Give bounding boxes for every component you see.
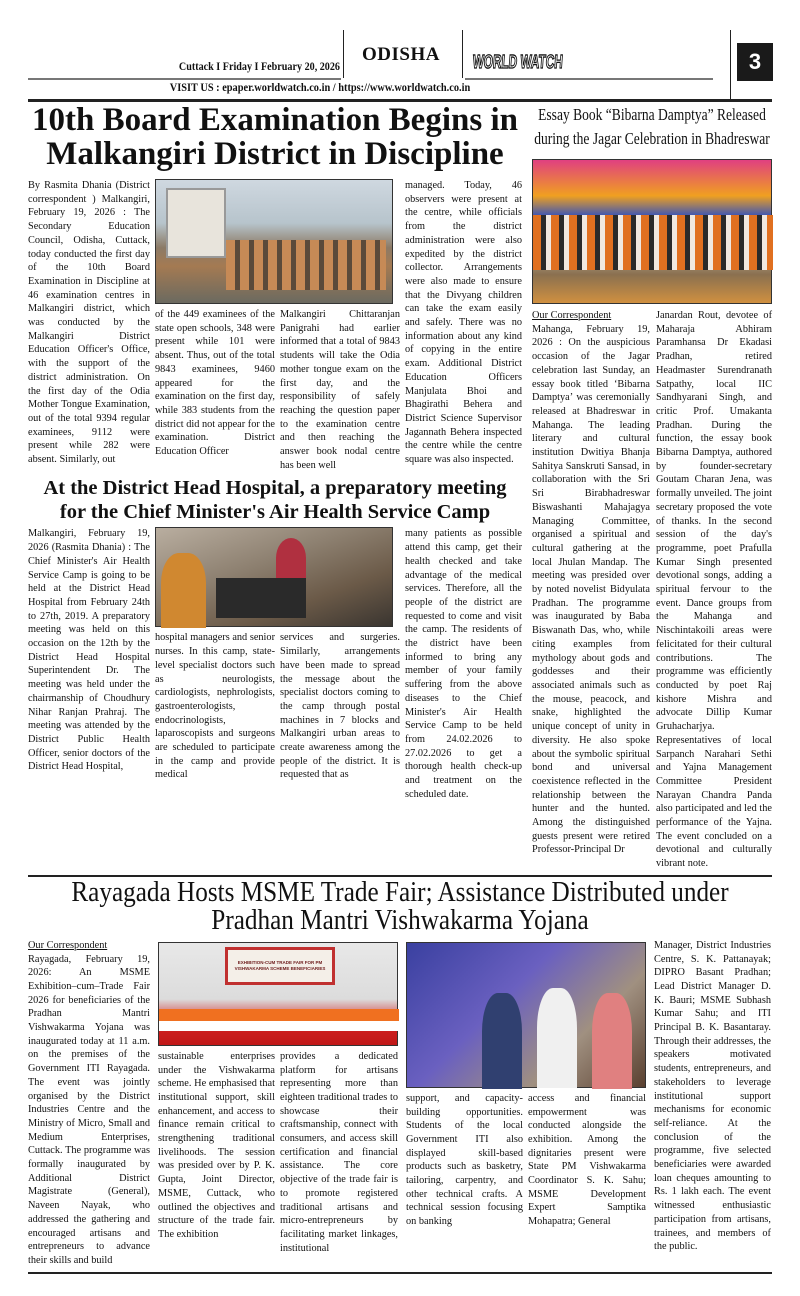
photo-students <box>226 240 386 290</box>
article1-column: Malkangiri Chittaranjan Panigrahi had earlier informed that a total of 9843 students will take the Odia mother tongue exam on the first day, and the responsibility of safely reaching the question paper to the examination centre and then reaching the answer book nodal centre has been well <box>280 309 400 471</box>
jagar-celebration-photo <box>532 159 772 304</box>
article1-headline: 10th Board Examination Begins in Malkangiri District in Discipline <box>32 102 518 172</box>
article1-column: managed. Today, 46 observers were present at the centre, while officials from the district administration were also expedited by the district collector. Arrangements were also made to ensure that the Divyang children can take the exam easily and safely. There was no information about any kind of copying in the entire exam. Additional District Education Officers Manjulata Bhoi and Bhagirathi Behera and District Science Supervisor Jagannath Behera inspected the centre while the centre square was also inspected. <box>405 180 522 466</box>
banner: EXHIBITION-CUM TRADE FAIR FOR PM VISHWAKARMA SCHEME BENEFICIARIES <box>225 947 335 985</box>
photo-person <box>276 538 306 578</box>
article3-headline: Essay Book “Bibarna Damptya” Released during the Jagar Celebration in Bhadreswar <box>534 105 770 148</box>
article4-middle-right <box>406 939 646 1229</box>
article1-body <box>28 179 522 472</box>
article4-column: provides a dedicated platform for artisans representing more than eighteen traditional trades to showcase their craftsmanship, connect with consumers, and access skill certification and financial assistance. The core objective of the trade fair is to promote registered traditional artisans and micro-entrepreneurs by facilitating market linkages, institutional <box>280 1050 398 1254</box>
article4-body <box>28 939 772 1268</box>
article4-column: Rayagada, February 19, 2026: An MSME Exhibition–cum–Trade Fair 2026 for beneficiaries of the Pradhan Mantri Vishwakarma Yojana was inaugurated today at 11 a.m. on the premises of the Government ITI Rayagada. The event was jointly organised by the District Industries Centre and the Ministry of Micro, Small and Medium Enterprises, Cuttack. The programme was formally inaugurated by Additional District Magistrate (General), Naveen Nayak, who addressed the gathering and encouraged artisans and entrepreneurs to advance their skills and build <box>28 953 150 1266</box>
article3-column: Janardan Rout, devotee of Maharaja Abhiram Paramhansa Dr Ekadasi Pradhan, retired Headmaster Surendranath Satpathy, local IIC Sandhyarani Singh, and critic Prof. Umakanta Pradhan. During the function, the essay book Bibarna Damptya, authored by founder-secretary Goutam Charan Jena, was formally unveiled. The joint secretary proposed the vote of thanks. In the second session of the day's programme, poet Prafulla Kumar Singh presented devotional songs, adding a spiritual fervour to the event. Dance groups from the Mahanga and Nischintakoili areas were felicitated for their cultural contributions. The programme was efficiently conducted by poet Raj kishore Mishra and advocate Dillip Kumar Gruhacharjya. Representatives of local Sarpanch Narahari Sethi and Yajna Management Committee President Narayan Chandra Panda also participated and led the performance of the Yajna. The event concluded on a devotional and culturally vibrant note. <box>656 310 772 870</box>
photo-table <box>159 1009 399 1021</box>
section-name: ODISHA <box>362 44 440 65</box>
article2-column: hospital managers and senior nurses. In this camp, state-level specialist doctors such as neurologists, cardiologists, nephrologists, gastroenterologists, endocrinologists, laparoscopists and surgeons are scheduled to participate in the camp and provide medical <box>155 632 275 781</box>
photo-person <box>482 993 522 1089</box>
top-band <box>28 103 772 871</box>
article2-body <box>28 527 522 801</box>
hospital-meeting-photo <box>155 527 393 627</box>
right-story <box>532 103 772 871</box>
article1-column-pair <box>155 308 400 472</box>
article3-body <box>532 309 772 871</box>
exam-centre-photo <box>155 179 393 304</box>
byline: Our Correspondent <box>532 310 612 321</box>
photo-person <box>592 993 632 1089</box>
photo-desk <box>216 578 306 618</box>
article4-headline: Rayagada Hosts MSME Trade Fair; Assistance Distributed under Pradhan Mantri Vishwakarma Yojana <box>71 876 729 936</box>
photo-person <box>537 988 577 1088</box>
article3-headline-wrap <box>532 103 772 151</box>
photo-gate <box>166 188 226 258</box>
article4-column-pair <box>158 1050 398 1256</box>
trade-fair-stage-photo <box>158 942 398 1046</box>
article1-column: By Rasmita Dhania (District correspondent ) Malkangiri, February 19, 2026 : The Secondary Education Council, Odisha, Cuttack, today conducted the first day of the 10th Board Examination in Discipline at 46 examination centres in Malkangiri district, which was conducted by the Malkangiri District Education Officer's Office, with the support of the district administration. On the first day of the Odia Mother Tongue Examination, out of the total 9394 regular examinees, 9112 were present while 282 were absent. Similarly, out <box>28 180 150 466</box>
article3-first-column <box>532 309 650 857</box>
article4-column: access and financial empowerment was conducted alongside the exhibition. Among the dignitaries present were State PM Vishwakarma Coordinator S. K. Sahu; MSME Development Expert Samptika Mohapatra; General <box>528 1092 646 1228</box>
left-stories <box>28 103 522 802</box>
article1-middle <box>155 179 400 472</box>
article2-column-pair <box>155 631 400 782</box>
page-bottom-rule <box>28 1272 772 1274</box>
article1-column: of the 449 examinees of the state open schools, 348 were present while 101 were absent. Thus, out of the total 9843 examinees, 9460 appeared for the examination on the first day, while 383 students from the district did not appear for the examination. District Education Officer <box>155 309 275 458</box>
article4-column: support, and capacity-building opportunities. Students of the local Government ITI also displayed skill-based products such as basketry, tailoring, carpentry, and other technical crafts. A technical session focusing on banking <box>406 1092 523 1228</box>
article3-column: Mahanga, February 19, 2026 : On the auspicious occasion of the Jagar celebration last Sunday, an essay book titled ‘Bibarna Damptya’ was ceremonially released at Bhadreswar in Mahanga. The leading literary and cultural institution Dwitiya Bhanja Sahitya Sanskruti Sansad, in collaboration with the Sri Sri Birabhadreswar Biswashanti Mahajagya Managing Committee, organised a spiritual and cultural gathering at the local Jhulan Mandap. The meeting was presided over by noted novelist Bidyulata Pradhan. The programme was inaugurated by Baba Biswanath Das, who, while citing examples from mythology about gods and goddesses and their associated animals such as the mouse, peacock, and snake, highlighted the unique concept of unity in diversity. He also spoke about the symbolic spiritual bond and universal coexistence reflected in the relationship between the hunter and the hunted. Among the distinguished guests present were retired Professor-Principal Dr <box>532 323 650 856</box>
article2-column: many patients as possible attend this camp, get their health checked and take advantage of the medical services. Therefore, all the people of the district are requested to come and visit the camp. The residents of the district have been informed to bring any member of your family suffering from the above diseases to the Chief Minister's Air Health Service Camp to be held from 24.02.2026 to 27.02.2026 to get a thorough health check-up and treatment on the scheduled date. <box>405 528 522 800</box>
article4-column: sustainable enterprises under the Vishwakarma scheme. He emphasised that institutional support, skill enhancement, and access to finance remain critical to strengthening traditional livelihoods. The session was presided over by P. K. Gupta, Joint Director, MSME, Cuttack, who outlined the objectives and structure of the trade fair. The exhibition <box>158 1050 275 1240</box>
article2-middle <box>155 527 400 782</box>
article2-headline: At the District Head Hospital, a preparatory meeting for the Chief Minister's Air Health Service Camp <box>43 477 507 524</box>
byline: Our Correspondent <box>28 939 108 951</box>
page-number-badge: 3 <box>737 43 773 81</box>
photo-crowd <box>533 215 773 270</box>
article4-middle-left <box>158 939 398 1256</box>
article4-column: Manager, District Industries Centre, S. K. Pattanayak; DIPRO Basant Pradhan; Lead District Manager D. K. Bauri; MSME Subhash Kumar Sahu; and ITI Principal B. K. Basantaray. Through their addresses, the speakers motivated students, entrepreneurs, and stakeholders to leverage institutional support mechanisms for economic self-reliance. At the conclusion of the programme, five selected beneficiaries were awarded loan cheques amounting to Rs. 1 lakh each. The event witnessed enthusiastic participation from artisans, trainees, and members of the public. <box>654 939 771 1253</box>
dateline: Cuttack I Friday I February 20, 2026 <box>178 61 340 73</box>
photo-person <box>161 553 206 628</box>
article2-column: Malkangiri, February 19, 2026 (Rasmita Dhania) : The Chief Minister's Air Health Service Camp is going to be held at the District Head Hospital from February 24th to 27th, 2019. A preparatory meeting was held on this occasion on the 12th by the District Head Hospital Superintendent Dr. The meeting was held under the chairmanship of Choudhury Nihar Ranjan Prahraj. The meeting was attended by the District Public Health Officer, senior doctors of the District Head Hospital, <box>28 528 150 773</box>
article4-first-column <box>28 939 150 1268</box>
article4-column-pair <box>406 1092 646 1229</box>
svg-text:WORLD WATCH: WORLD WATCH <box>471 52 619 73</box>
visit-us-line: VISIT US : epaper.worldwatch.co.in / https://www.worldwatch.co.in <box>169 82 471 94</box>
artisans-exhibition-photo <box>406 942 646 1088</box>
article2-column: services and surgeries. Similarly, arrangements have been made to spread the message about the specialist doctors coming to the camp through postal machines in 7 blocks and Malkangiri urban areas to create awareness among the people of the district. It is requested that as <box>280 632 400 781</box>
photo-table-cloth <box>159 1021 399 1031</box>
